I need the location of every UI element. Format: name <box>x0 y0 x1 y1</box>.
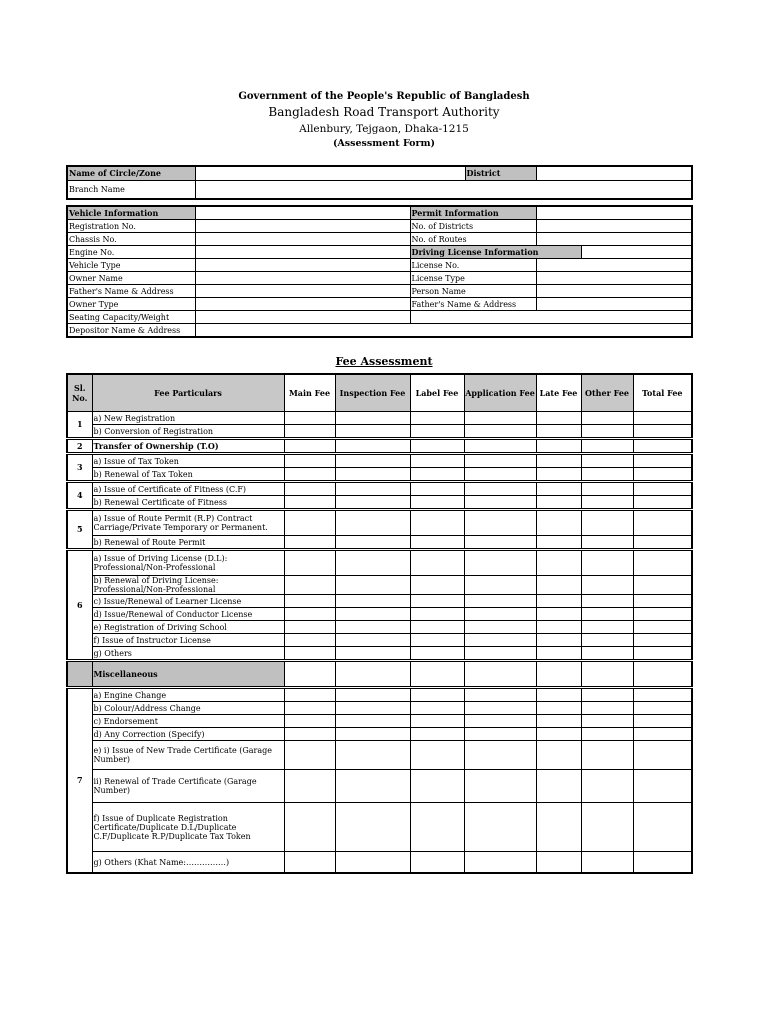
fee-amount-cell[interactable] <box>581 702 633 715</box>
fee-particular: a) Issue of Route Permit (R.P) Contract Carriage/Private Temporary or Permanent. <box>92 510 284 536</box>
form-title: (Assessment Form) <box>332 138 436 149</box>
fee-particular: a) Issue of Certificate of Fitness (C.F) <box>92 482 284 496</box>
fee-amount-cell[interactable] <box>284 647 335 661</box>
fee-particular: a) New Registration <box>92 412 284 425</box>
fee-amount-cell[interactable] <box>581 496 633 510</box>
fee-amount-cell[interactable] <box>633 634 692 647</box>
fee-amount-cell[interactable] <box>536 454 581 468</box>
fee-amount-cell[interactable] <box>464 608 536 621</box>
fee-amount-cell[interactable] <box>536 770 581 803</box>
fee-amount-cell[interactable] <box>581 536 633 550</box>
fee-amount-cell[interactable] <box>633 536 692 550</box>
fee-amount-cell[interactable] <box>581 621 633 634</box>
fee-amount-cell[interactable] <box>633 482 692 496</box>
license-no-field[interactable] <box>536 259 692 272</box>
table-row <box>67 852 692 874</box>
fee-amount-cell[interactable] <box>633 741 692 770</box>
table-row <box>67 647 692 661</box>
table-row <box>67 536 692 550</box>
fee-amount-cell[interactable] <box>536 621 581 634</box>
fee-particular: b) Renewal of Tax Token <box>92 468 284 482</box>
sl-no-cell: 3 <box>67 454 92 482</box>
table-row <box>67 454 692 468</box>
fee-amount-cell[interactable] <box>536 608 581 621</box>
fee-particular: ii) Renewal of Trade Certificate (Garage Number) <box>92 770 284 803</box>
fee-amount-cell[interactable] <box>464 510 536 536</box>
fee-amount-cell[interactable] <box>464 715 536 728</box>
fee-particular: f) Issue of Duplicate Registration Certificate/Duplicate D.L/Duplicate C.F/Duplicate R.P/Duplicate Tax Token <box>92 803 284 852</box>
table-row <box>67 595 692 608</box>
fee-particular: e) i) Issue of New Trade Certificate (Garage Number) <box>92 741 284 770</box>
fee-amount-cell[interactable] <box>581 852 633 874</box>
fee-amount-cell[interactable] <box>464 702 536 715</box>
fee-amount-cell[interactable] <box>335 770 410 803</box>
col-sl-no: Sl. No. <box>67 374 92 412</box>
fee-amount-cell[interactable] <box>633 510 692 536</box>
fee-amount-cell[interactable] <box>536 496 581 510</box>
owner-name-label: Owner Name <box>67 272 195 285</box>
dl-father-name-field[interactable] <box>536 298 692 311</box>
fee-amount-cell[interactable] <box>410 496 464 510</box>
fee-amount-cell[interactable] <box>410 688 464 702</box>
person-name-label: Person Name <box>410 285 536 298</box>
fee-amount-cell[interactable] <box>464 852 536 874</box>
government-title: Government of the People's Republic of Bangladesh <box>238 91 530 102</box>
fee-particular: g) Others <box>92 647 284 661</box>
fee-amount-cell[interactable] <box>464 728 536 741</box>
fee-amount-cell[interactable] <box>464 468 536 482</box>
no-of-routes-field[interactable] <box>536 233 692 246</box>
fee-amount-cell[interactable] <box>581 634 633 647</box>
fee-amount-cell[interactable] <box>464 412 536 425</box>
fee-amount-cell[interactable] <box>284 595 335 608</box>
fee-amount-cell[interactable] <box>410 510 464 536</box>
fee-amount-cell[interactable] <box>633 550 692 576</box>
license-no-label: License No. <box>410 259 536 272</box>
fee-amount-cell[interactable] <box>284 688 335 702</box>
circle-zone-label: Name of Circle/Zone <box>67 166 195 181</box>
fee-amount-cell[interactable] <box>410 595 464 608</box>
fee-amount-cell[interactable] <box>335 595 410 608</box>
fee-amount-cell[interactable] <box>335 468 410 482</box>
fee-particular: c) Endorsement <box>92 715 284 728</box>
fee-amount-cell[interactable] <box>410 770 464 803</box>
fee-amount-cell[interactable] <box>536 741 581 770</box>
fee-amount-cell[interactable] <box>284 454 335 468</box>
fee-amount-cell[interactable] <box>284 439 335 454</box>
fee-particular: Miscellaneous <box>92 661 284 688</box>
fee-amount-cell[interactable] <box>410 715 464 728</box>
fee-amount-cell[interactable] <box>581 510 633 536</box>
sl-no-cell: 2 <box>67 439 92 454</box>
fee-amount-cell[interactable] <box>581 576 633 595</box>
table-row <box>67 496 692 510</box>
fee-amount-cell[interactable] <box>284 576 335 595</box>
fee-amount-cell[interactable] <box>284 803 335 852</box>
fee-amount-cell[interactable] <box>464 425 536 439</box>
fee-assessment-title: Fee Assessment <box>335 355 433 368</box>
col-other-fee: Other Fee <box>581 374 633 412</box>
fee-amount-cell[interactable] <box>633 439 692 454</box>
district-field[interactable] <box>536 166 692 181</box>
table-row <box>67 688 692 702</box>
fee-amount-cell[interactable] <box>581 770 633 803</box>
fee-amount-cell[interactable] <box>581 608 633 621</box>
fee-amount-cell[interactable] <box>464 482 536 496</box>
vehicle-info-table <box>66 205 693 338</box>
sl-no-cell <box>67 661 92 688</box>
fee-amount-cell[interactable] <box>284 608 335 621</box>
fee-amount-cell[interactable] <box>633 661 692 688</box>
owner-name-field[interactable] <box>195 272 410 285</box>
fee-amount-cell[interactable] <box>581 482 633 496</box>
table-row <box>67 803 692 852</box>
fee-amount-cell[interactable] <box>335 510 410 536</box>
fee-amount-cell[interactable] <box>536 439 581 454</box>
authority-title: Bangladesh Road Transport Authority <box>268 105 500 119</box>
fee-amount-cell[interactable] <box>633 412 692 425</box>
fee-amount-cell[interactable] <box>410 661 464 688</box>
fee-amount-cell[interactable] <box>633 803 692 852</box>
fee-table <box>66 373 693 874</box>
table-row <box>67 576 692 595</box>
fee-amount-cell[interactable] <box>464 688 536 702</box>
fee-amount-cell[interactable] <box>335 576 410 595</box>
fee-amount-cell[interactable] <box>464 647 536 661</box>
fee-particular: b) Renewal of Route Permit <box>92 536 284 550</box>
circle-zone-field[interactable] <box>195 166 465 181</box>
table-row <box>67 770 692 803</box>
license-type-label: License Type <box>410 272 536 285</box>
fee-amount-cell[interactable] <box>536 803 581 852</box>
fee-amount-cell[interactable] <box>335 728 410 741</box>
depositor-label: Depositor Name & Address <box>67 324 195 338</box>
no-of-districts-field[interactable] <box>536 220 692 233</box>
fee-particular: a) Engine Change <box>92 688 284 702</box>
fee-particular: a) Issue of Tax Token <box>92 454 284 468</box>
registration-no-field[interactable] <box>195 220 410 233</box>
fee-amount-cell[interactable] <box>536 688 581 702</box>
fee-amount-cell[interactable] <box>581 803 633 852</box>
no-of-districts-label: No. of Districts <box>410 220 536 233</box>
fee-amount-cell[interactable] <box>410 702 464 715</box>
fee-amount-cell[interactable] <box>335 550 410 576</box>
fee-amount-cell[interactable] <box>536 425 581 439</box>
fee-amount-cell[interactable] <box>464 634 536 647</box>
fee-amount-cell[interactable] <box>581 425 633 439</box>
fee-amount-cell[interactable] <box>581 454 633 468</box>
fee-amount-cell[interactable] <box>410 439 464 454</box>
fee-particular: b) Conversion of Registration <box>92 425 284 439</box>
table-row <box>67 621 692 634</box>
fee-amount-cell[interactable] <box>536 702 581 715</box>
fee-amount-cell[interactable] <box>536 468 581 482</box>
fee-amount-cell[interactable] <box>464 576 536 595</box>
fee-amount-cell[interactable] <box>410 454 464 468</box>
fee-amount-cell[interactable] <box>581 468 633 482</box>
fee-amount-cell[interactable] <box>633 425 692 439</box>
owner-type-field[interactable] <box>195 298 410 311</box>
sl-no-cell: 6 <box>67 550 92 661</box>
fee-particular: b) Colour/Address Change <box>92 702 284 715</box>
fee-amount-cell[interactable] <box>464 741 536 770</box>
owner-type-label: Owner Type <box>67 298 195 311</box>
fee-particular: d) Any Correction (Specify) <box>92 728 284 741</box>
permit-section-label: Permit Information <box>410 206 536 220</box>
engine-no-label: Engine No. <box>67 246 195 259</box>
person-name-field[interactable] <box>536 285 692 298</box>
fee-amount-cell[interactable] <box>633 702 692 715</box>
fee-amount-cell[interactable] <box>536 728 581 741</box>
table-row <box>67 425 692 439</box>
fee-amount-cell[interactable] <box>410 482 464 496</box>
branch-name-label: Branch Name <box>67 181 195 200</box>
fee-amount-cell[interactable] <box>335 608 410 621</box>
fee-amount-cell[interactable] <box>536 661 581 688</box>
district-label: District <box>465 166 536 181</box>
table-row <box>67 741 692 770</box>
fee-amount-cell[interactable] <box>410 576 464 595</box>
fee-amount-cell[interactable] <box>633 576 692 595</box>
fee-table-body <box>67 412 692 874</box>
fee-amount-cell[interactable] <box>335 661 410 688</box>
table-row <box>67 468 692 482</box>
fee-amount-cell[interactable] <box>410 621 464 634</box>
fee-amount-cell[interactable] <box>335 741 410 770</box>
vehicle-field[interactable] <box>195 206 410 220</box>
fee-amount-cell[interactable] <box>410 803 464 852</box>
fee-amount-cell[interactable] <box>633 852 692 874</box>
fee-amount-cell[interactable] <box>581 715 633 728</box>
fee-particular: b) Renewal Certificate of Fitness <box>92 496 284 510</box>
fee-amount-cell[interactable] <box>284 661 335 688</box>
driving-field[interactable] <box>581 246 692 259</box>
fee-amount-cell[interactable] <box>410 728 464 741</box>
fee-amount-cell[interactable] <box>464 439 536 454</box>
fee-amount-cell[interactable] <box>335 439 410 454</box>
fee-particular: a) Issue of Driving License (D.L): Professional/Non-Professional <box>92 550 284 576</box>
fee-particular: Transfer of Ownership (T.O) <box>92 439 284 454</box>
fee-amount-cell[interactable] <box>284 728 335 741</box>
vehicle-type-field[interactable] <box>195 259 410 272</box>
dl-father-name-label: Father's Name & Address <box>410 298 536 311</box>
driving-section-label: Driving License Information <box>410 246 581 259</box>
fee-particular: e) Registration of Driving School <box>92 621 284 634</box>
fee-particular: b) Renewal of Driving License: Professional/Non-Professional <box>92 576 284 595</box>
fee-amount-cell[interactable] <box>536 634 581 647</box>
fee-amount-cell[interactable] <box>536 852 581 874</box>
table-row <box>67 482 692 496</box>
fee-amount-cell[interactable] <box>284 412 335 425</box>
fee-amount-cell[interactable] <box>410 412 464 425</box>
fee-amount-cell[interactable] <box>464 621 536 634</box>
license-type-field[interactable] <box>536 272 692 285</box>
blank-cell <box>410 311 692 324</box>
fee-amount-cell[interactable] <box>633 496 692 510</box>
fee-amount-cell[interactable] <box>335 702 410 715</box>
fee-amount-cell[interactable] <box>335 496 410 510</box>
fee-amount-cell[interactable] <box>581 728 633 741</box>
fee-amount-cell[interactable] <box>284 770 335 803</box>
fee-amount-cell[interactable] <box>335 482 410 496</box>
fee-amount-cell[interactable] <box>410 425 464 439</box>
fee-amount-cell[interactable] <box>536 510 581 536</box>
table-row <box>67 608 692 621</box>
chassis-no-field[interactable] <box>195 233 410 246</box>
fee-amount-cell[interactable] <box>536 647 581 661</box>
fee-amount-cell[interactable] <box>581 439 633 454</box>
fee-amount-cell[interactable] <box>536 550 581 576</box>
sl-no-cell: 7 <box>67 688 92 874</box>
engine-no-field[interactable] <box>195 246 410 259</box>
col-late-fee: Late Fee <box>536 374 581 412</box>
fee-amount-cell[interactable] <box>410 741 464 770</box>
table-row <box>67 439 692 454</box>
seating-capacity-label: Seating Capacity/Weight <box>67 311 195 324</box>
fee-amount-cell[interactable] <box>464 454 536 468</box>
address-line: Allenbury, Tejgaon, Dhaka-1215 <box>299 123 469 135</box>
fee-amount-cell[interactable] <box>284 715 335 728</box>
fee-amount-cell[interactable] <box>335 621 410 634</box>
table-row <box>67 728 692 741</box>
fee-amount-cell[interactable] <box>633 770 692 803</box>
fee-particular: g) Others (Khat Name:……………) <box>92 852 284 874</box>
branch-name-field[interactable] <box>195 181 692 200</box>
fee-amount-cell[interactable] <box>335 425 410 439</box>
fee-amount-cell[interactable] <box>581 741 633 770</box>
fee-amount-cell[interactable] <box>536 595 581 608</box>
col-label-fee: Label Fee <box>410 374 464 412</box>
fee-amount-cell[interactable] <box>536 482 581 496</box>
seating-capacity-field[interactable] <box>195 311 410 324</box>
table-row <box>67 510 692 536</box>
fee-amount-cell[interactable] <box>410 608 464 621</box>
fee-amount-cell[interactable] <box>633 715 692 728</box>
fee-amount-cell[interactable] <box>410 550 464 576</box>
fee-amount-cell[interactable] <box>335 454 410 468</box>
col-total-fee: Total Fee <box>633 374 692 412</box>
table-row <box>67 412 692 425</box>
fee-amount-cell[interactable] <box>284 510 335 536</box>
fee-amount-cell[interactable] <box>284 702 335 715</box>
fee-amount-cell[interactable] <box>284 482 335 496</box>
vehicle-section-label: Vehicle Information <box>67 206 195 220</box>
sl-no-cell: 4 <box>67 482 92 510</box>
table-row <box>67 715 692 728</box>
fee-amount-cell[interactable] <box>284 425 335 439</box>
fee-amount-cell[interactable] <box>335 803 410 852</box>
fee-amount-cell[interactable] <box>410 634 464 647</box>
fee-amount-cell[interactable] <box>284 536 335 550</box>
fee-amount-cell[interactable] <box>284 468 335 482</box>
fee-amount-cell[interactable] <box>464 661 536 688</box>
father-name-field[interactable] <box>195 285 410 298</box>
fee-amount-cell[interactable] <box>633 454 692 468</box>
fee-amount-cell[interactable] <box>464 536 536 550</box>
col-application-fee: Application Fee <box>464 374 536 412</box>
fee-amount-cell[interactable] <box>284 621 335 634</box>
fee-amount-cell[interactable] <box>284 496 335 510</box>
fee-amount-cell[interactable] <box>464 550 536 576</box>
fee-amount-cell[interactable] <box>464 770 536 803</box>
vehicle-type-label: Vehicle Type <box>67 259 195 272</box>
fee-amount-cell[interactable] <box>633 595 692 608</box>
table-row <box>67 550 692 576</box>
col-fee-particulars: Fee Particulars <box>92 374 284 412</box>
fee-particular: d) Issue/Renewal of Conductor License <box>92 608 284 621</box>
fee-amount-cell[interactable] <box>536 715 581 728</box>
col-inspection-fee: Inspection Fee <box>335 374 410 412</box>
circle-info-table <box>66 165 693 200</box>
fee-particular: c) Issue/Renewal of Learner License <box>92 595 284 608</box>
fee-amount-cell[interactable] <box>536 412 581 425</box>
col-main-fee: Main Fee <box>284 374 335 412</box>
fee-amount-cell[interactable] <box>581 412 633 425</box>
fee-amount-cell[interactable] <box>581 661 633 688</box>
fee-amount-cell[interactable] <box>633 728 692 741</box>
fee-amount-cell[interactable] <box>581 647 633 661</box>
fee-amount-cell[interactable] <box>284 634 335 647</box>
fee-amount-cell[interactable] <box>335 852 410 874</box>
fee-amount-cell[interactable] <box>581 550 633 576</box>
table-row <box>67 702 692 715</box>
fee-amount-cell[interactable] <box>536 536 581 550</box>
no-of-routes-label: No. of Routes <box>410 233 536 246</box>
fee-amount-cell[interactable] <box>335 647 410 661</box>
permit-field[interactable] <box>536 206 692 220</box>
father-name-label: Father's Name & Address <box>67 285 195 298</box>
fee-amount-cell[interactable] <box>464 803 536 852</box>
fee-amount-cell[interactable] <box>284 741 335 770</box>
fee-amount-cell[interactable] <box>410 536 464 550</box>
chassis-no-label: Chassis No. <box>67 233 195 246</box>
fee-amount-cell[interactable] <box>410 647 464 661</box>
fee-amount-cell[interactable] <box>335 412 410 425</box>
sl-no-cell: 5 <box>67 510 92 550</box>
fee-amount-cell[interactable] <box>410 852 464 874</box>
fee-amount-cell[interactable] <box>284 550 335 576</box>
fee-amount-cell[interactable] <box>633 621 692 634</box>
fee-amount-cell[interactable] <box>335 688 410 702</box>
fee-amount-cell[interactable] <box>335 536 410 550</box>
fee-amount-cell[interactable] <box>581 688 633 702</box>
fee-particular: f) Issue of Instructor License <box>92 634 284 647</box>
fee-amount-cell[interactable] <box>410 468 464 482</box>
fee-amount-cell[interactable] <box>633 608 692 621</box>
table-row <box>67 661 692 688</box>
registration-no-label: Registration No. <box>67 220 195 233</box>
fee-amount-cell[interactable] <box>464 595 536 608</box>
fee-amount-cell[interactable] <box>335 715 410 728</box>
table-row <box>67 634 692 647</box>
fee-amount-cell[interactable] <box>464 496 536 510</box>
fee-amount-cell[interactable] <box>581 595 633 608</box>
fee-amount-cell[interactable] <box>284 852 335 874</box>
fee-amount-cell[interactable] <box>335 634 410 647</box>
depositor-field[interactable] <box>195 324 692 338</box>
fee-amount-cell[interactable] <box>633 647 692 661</box>
fee-amount-cell[interactable] <box>536 576 581 595</box>
fee-amount-cell[interactable] <box>633 688 692 702</box>
fee-amount-cell[interactable] <box>633 468 692 482</box>
sl-no-cell: 1 <box>67 412 92 439</box>
